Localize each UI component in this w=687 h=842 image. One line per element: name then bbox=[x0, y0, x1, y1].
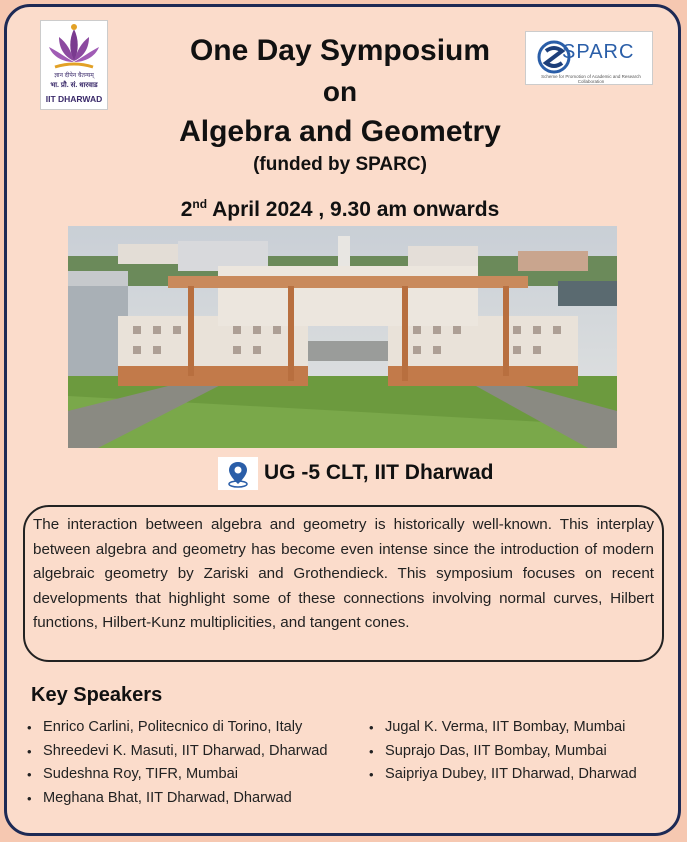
speaker-item: • Saipriya Dubey, IIT Dharwad, Dharwad bbox=[369, 763, 637, 787]
iit-dharwad-logo bbox=[40, 20, 108, 110]
abstract-box bbox=[23, 505, 664, 662]
sparc-logo-text: SPARC bbox=[562, 41, 635, 63]
speaker-item: • Sudeshna Roy, TIFR, Mumbai bbox=[27, 763, 327, 787]
speakers-column-2 bbox=[369, 716, 637, 787]
campus-photo bbox=[68, 226, 617, 448]
logo-hindi-motto: ज्ञान दीपेन चैतन्यम् bbox=[54, 73, 94, 79]
speaker-item: • Shreedevi K. Masuti, IIT Dharwad, Dharwad bbox=[27, 740, 327, 764]
venue-text: UG -5 CLT, IIT Dharwad bbox=[264, 461, 494, 484]
speaker-item: • Jugal K. Verma, IIT Bombay, Mumbai bbox=[369, 716, 637, 740]
location-pin-icon bbox=[218, 457, 258, 490]
sparc-logo-subtitle: Scheme for Promotion of Academic and Research Collaboration bbox=[541, 74, 641, 84]
logo-name: IIT DHARWAD bbox=[45, 94, 103, 104]
speaker-item: • Enrico Carlini, Politecnico di Torino, Italy bbox=[27, 716, 327, 740]
event-date: 2nd April 2024 , 9.30 am onwards bbox=[180, 197, 500, 221]
speakers-column-1 bbox=[27, 716, 327, 810]
venue-icon-box bbox=[218, 457, 258, 490]
speaker-item: • Suprajo Das, IIT Bombay, Mumbai bbox=[369, 740, 637, 764]
funding-note: (funded by SPARC) bbox=[253, 154, 427, 175]
abstract-text: The interaction between algebra and geometry is historically well-known. This interplay between algebra and geometry has become even intense since the introduction of modern algebraic geometry by Zariski and Grothendieck. This symposium focuses on recent developments that highlight some of these connections involving normal curves, Hilbert functions, Hilbert-Kunz multiplicities, and tangent cones. bbox=[33, 516, 654, 631]
event-title: One Day Symposium bbox=[189, 34, 491, 67]
title-on: on bbox=[322, 76, 358, 107]
event-topic: Algebra and Geometry bbox=[179, 115, 501, 148]
speaker-item: • Meghana Bhat, IIT Dharwad, Dharwad bbox=[27, 787, 327, 811]
key-speakers-heading: Key Speakers bbox=[31, 684, 163, 706]
logo-hindi-name: भा. प्रौ. सं. धारवाड bbox=[50, 82, 98, 89]
